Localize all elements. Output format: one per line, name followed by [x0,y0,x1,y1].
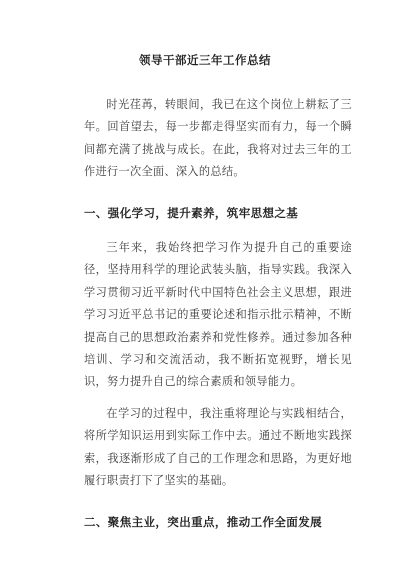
section-heading-2: 二、聚焦主业，突出重点，推动工作全面发展 [84,515,322,529]
section-heading-1: 一、强化学习，提升素养，筑牢思想之基 [84,206,299,220]
document-title: 领导干部近三年工作总结 [139,53,271,67]
intro-paragraph: 时光荏苒，转眼间，我已在这个岗位上耕耘了三年。回首望去，每一步都走得坚实而有力，每一个瞬间都充满了挑战与成长。在此，我将对过去三年的工作进行一次全面、深入的总结。 [84,98,352,179]
section-1-paragraph-2: 在学习的过程中，我注重将理论与实践相结合，将所学知识运用到实际工作中去。通过不断地实践探索，我逐渐形成了自己的工作理念和思路，为更好地履行职责打下了坚实的基础。 [84,407,352,488]
section-1-paragraph-1: 三年来，我始终把学习作为提升自己的重要途径，坚持用科学的理论武装头脑，指导实践。我深入学习贯彻习近平新时代中国特色社会主义思想，跟进学习习近平总书记的重要论述和指示批示精神，不断提高自己的思想政治素养和党性修养。通过参加各种培训、学习和交流活动，我不断拓宽视野，增长见识，努力提升自己的综合素质和领导能力。 [84,241,352,389]
